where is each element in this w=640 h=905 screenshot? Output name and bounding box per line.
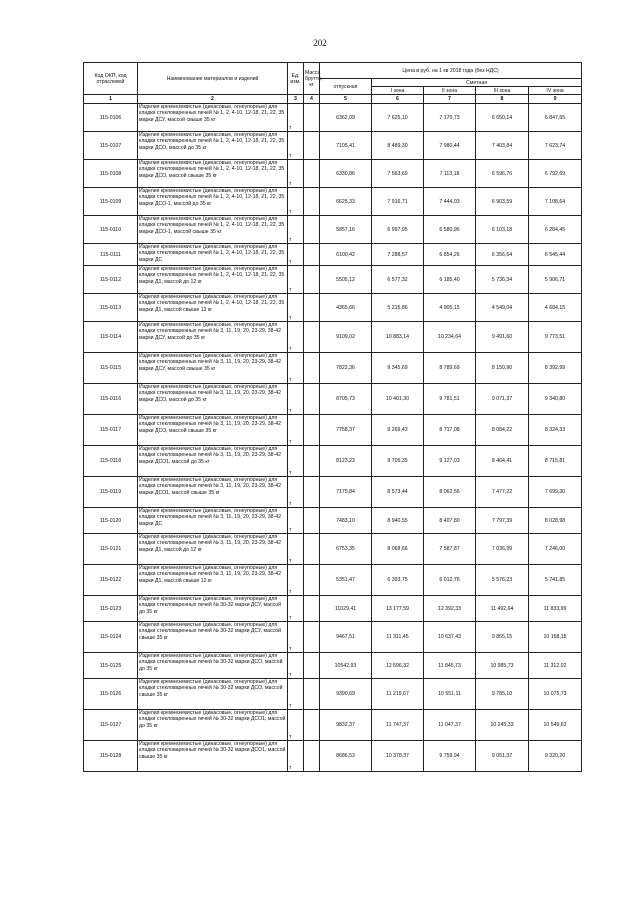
header-name: Наименование материалов и изделий (138, 63, 288, 95)
cell-zone-4: 9 320,20 (529, 741, 582, 772)
cell-mass (304, 446, 320, 477)
cell-code: 115-0113 (84, 294, 138, 322)
cell-name: Изделия кремнеземистые (динасовые, огнеупорные) для кладки стекловаренных печей № 3, 11, 19, 20, 23-29, 38-42 марки ДСО, массой до 35 кг (138, 384, 288, 415)
cell-name: Изделия кремнеземистые (динасовые, огнеупорные) для кладки стекловаренных печей № 1, 2, 4-10, 12-18, 21, 22, 35 марки ДС (138, 244, 288, 266)
cell-release-price: 8705,73 (320, 384, 372, 415)
cell-zone-1: 8 068,66 (372, 534, 424, 565)
cell-release-price: 6362,09 (320, 104, 372, 132)
table-body (84, 104, 582, 772)
cell-zone-4: 6 847,65 (529, 104, 582, 132)
cell-mass (304, 104, 320, 132)
table-row (84, 534, 582, 565)
cell-code: 115-0107 (84, 132, 138, 160)
table-row (84, 508, 582, 534)
cell-zone-2: 10 234,64 (424, 322, 476, 353)
cell-zone-4: 8 028,98 (529, 508, 582, 534)
cell-name: Изделия кремнеземистые (динасовые, огнеупорные) для кладки стекловаренных печей № 30-32 марки ДСО1, массой свыше 35 кг (138, 741, 288, 772)
cell-release-price: 5351,47 (320, 565, 372, 596)
cell-zone-4: 11 312,02 (529, 653, 582, 679)
cell-mass (304, 216, 320, 244)
cell-mass (304, 622, 320, 653)
cell-zone-2: 8 717,08 (424, 415, 476, 446)
cell-zone-2: 11 845,73 (424, 653, 476, 679)
cell-zone-3: 6 103,18 (476, 216, 529, 244)
price-table (83, 62, 582, 772)
cell-name: Изделия кремнеземистые (динасовые, огнеупорные) для кладки стекловаренных печей № 1, 2, 4-10, 12-18, 21, 22, 35 марки Д1, массой свыше 12 кг (138, 294, 288, 322)
cell-unit: т (288, 679, 304, 710)
cell-name: Изделия кремнеземистые (динасовые, огнеупорные) для кладки стекловаренных печей № 30-32 марки ДСУ, массой до 35 кг (138, 596, 288, 622)
cell-mass (304, 294, 320, 322)
cell-code: 115-0124 (84, 622, 138, 653)
cell-zone-1: 11 219,67 (372, 679, 424, 710)
column-number: 1 (84, 95, 138, 104)
cell-code: 115-0119 (84, 477, 138, 508)
cell-zone-1: 12 596,32 (372, 653, 424, 679)
cell-zone-4: 8 715,81 (529, 446, 582, 477)
cell-zone-2: 8 789,69 (424, 353, 476, 384)
cell-name: Изделия кремнеземистые (динасовые, огнеупорные) для кладки стекловаренных печей № 30-32 марки ДСО, массой свыше 35 кг (138, 679, 288, 710)
cell-name: Изделия кремнеземистые (динасовые, огнеупорные) для кладки стекловаренных печей № 3, 11, 19, 20, 23-29, 38-42 марки Д1, массой до 12 кг (138, 534, 288, 565)
cell-code: 115-0125 (84, 653, 138, 679)
cell-code: 115-0121 (84, 534, 138, 565)
cell-unit: т (288, 596, 304, 622)
cell-code: 115-0110 (84, 216, 138, 244)
cell-name: Изделия кремнеземистые (динасовые, огнеупорные) для кладки стекловаренных печей № 3, 11, 19, 20, 23-29, 38-42 марки ДСО, массой свыше 35 кг (138, 415, 288, 446)
cell-unit: т (288, 415, 304, 446)
cell-name: Изделия кремнеземистые (динасовые, огнеупорные) для кладки стекловаренных печей № 1, 2, 4-10, 12-18, 21, 22, 35 марки Д1, массой до 12 кг (138, 266, 288, 294)
table-row (84, 415, 582, 446)
header-zone-3: III зона (476, 87, 529, 95)
cell-name: Изделия кремнеземистые (динасовые, огнеупорные) для кладки стекловаренных печей № 1, 2, 4-10, 12-18, 21, 22, 35 марки ДСО, массой до 35 кг (138, 132, 288, 160)
cell-zone-3: 8 464,41 (476, 446, 529, 477)
cell-unit: т (288, 353, 304, 384)
cell-mass (304, 710, 320, 741)
cell-name: Изделия кремнеземистые (динасовые, огнеупорные) для кладки стекловаренных печей № 3, 11, 19, 20, 23-29, 38-42 марки ДСО1, массой до 35 кг (138, 446, 288, 477)
column-number: 8 (476, 95, 529, 104)
cell-zone-1: 10 401,30 (372, 384, 424, 415)
cell-mass (304, 353, 320, 384)
cell-unit: т (288, 653, 304, 679)
table-row (84, 565, 582, 596)
cell-zone-2: 7 113,18 (424, 160, 476, 188)
cell-code: 115-0122 (84, 565, 138, 596)
cell-zone-3: 7 797,39 (476, 508, 529, 534)
cell-zone-3: 9 491,60 (476, 322, 529, 353)
cell-unit: т (288, 132, 304, 160)
cell-unit: т (288, 216, 304, 244)
cell-zone-2: 9 759,94 (424, 741, 476, 772)
cell-code: 115-0128 (84, 741, 138, 772)
column-number: 5 (320, 95, 372, 104)
header-release: отпускная (320, 79, 372, 95)
cell-zone-3: 11 492,64 (476, 596, 529, 622)
cell-zone-3: 8 150,90 (476, 353, 529, 384)
cell-code: 115-0120 (84, 508, 138, 534)
cell-zone-1: 8 489,30 (372, 132, 424, 160)
cell-zone-2: 8 062,56 (424, 477, 476, 508)
cell-zone-4: 7 246,00 (529, 534, 582, 565)
cell-code: 115-0115 (84, 353, 138, 384)
cell-zone-1: 6 393,75 (372, 565, 424, 596)
table-row (84, 132, 582, 160)
cell-code: 115-0114 (84, 322, 138, 353)
cell-zone-3: 9 071,37 (476, 384, 529, 415)
cell-zone-4: 9 773,51 (529, 322, 582, 353)
table-row (84, 322, 582, 353)
cell-mass (304, 384, 320, 415)
cell-release-price: 9467,51 (320, 622, 372, 653)
cell-zone-2: 4 905,15 (424, 294, 476, 322)
cell-zone-1: 9 269,43 (372, 415, 424, 446)
cell-name: Изделия кремнеземистые (динасовые, огнеупорные) для кладки стекловаренных печей № 1, 2, 4-10, 12-18, 21, 22, 35 марки ДСО-1, массой свыше 35 кг (138, 216, 288, 244)
cell-zone-1: 6 997,95 (372, 216, 424, 244)
cell-zone-4: 5 741,85 (529, 565, 582, 596)
cell-mass (304, 266, 320, 294)
cell-release-price: 9832,37 (320, 710, 372, 741)
table-row (84, 294, 582, 322)
cell-zone-1: 9 345,69 (372, 353, 424, 384)
cell-release-price: 4365,66 (320, 294, 372, 322)
column-number: 3 (288, 95, 304, 104)
cell-code: 115-0116 (84, 384, 138, 415)
cell-zone-1: 7 563,69 (372, 160, 424, 188)
cell-mass (304, 565, 320, 596)
header-zone-2: II зона (424, 87, 476, 95)
cell-zone-3: 9 051,37 (476, 741, 529, 772)
table-row (84, 244, 582, 266)
cell-release-price: 9109,02 (320, 322, 372, 353)
column-number: 6 (372, 95, 424, 104)
cell-mass (304, 160, 320, 188)
cell-name: Изделия кремнеземистые (динасовые, огнеупорные) для кладки стекловаренных печей № 30-32 марки ДСО1, массой до 35 кг (138, 710, 288, 741)
cell-zone-4: 9 340,80 (529, 384, 582, 415)
cell-release-price: 11029,41 (320, 596, 372, 622)
cell-release-price: 10542,93 (320, 653, 372, 679)
table-row (84, 104, 582, 132)
cell-name: Изделия кремнеземистые (динасовые, огнеупорные) для кладки стекловаренных печей № 1, 2, 4-10, 12-18, 21, 22, 35 марки ДСО-1, массой до 35 кг (138, 188, 288, 216)
cell-mass (304, 244, 320, 266)
cell-mass (304, 596, 320, 622)
cell-zone-1: 7 625,10 (372, 104, 424, 132)
cell-code: 115-0117 (84, 415, 138, 446)
header-mass: Масса брутто, кг (304, 63, 320, 95)
cell-zone-2: 9 781,51 (424, 384, 476, 415)
cell-mass (304, 415, 320, 446)
cell-zone-2: 12 392,33 (424, 596, 476, 622)
column-number: 2 (138, 95, 288, 104)
cell-name: Изделия кремнеземистые (динасовые, огнеупорные) для кладки стекловаренных печей № 30-32 марки ДСУ, массой свыше 35 кг (138, 622, 288, 653)
cell-zone-2: 7 170,73 (424, 104, 476, 132)
cell-zone-1: 10 378,37 (372, 741, 424, 772)
cell-zone-3: 5 736,34 (476, 266, 529, 294)
cell-zone-3: 9 865,15 (476, 622, 529, 653)
cell-unit: т (288, 322, 304, 353)
cell-zone-4: 10 549,63 (529, 710, 582, 741)
cell-zone-1: 9 705,35 (372, 446, 424, 477)
cell-zone-1: 8 940,55 (372, 508, 424, 534)
cell-zone-3: 5 576,23 (476, 565, 529, 596)
cell-zone-4: 11 833,99 (529, 596, 582, 622)
cell-zone-4: 7 699,30 (529, 477, 582, 508)
cell-release-price: 5857,16 (320, 216, 372, 244)
cell-release-price: 8123,23 (320, 446, 372, 477)
cell-mass (304, 741, 320, 772)
cell-release-price: 6753,35 (320, 534, 372, 565)
cell-zone-3: 9 785,10 (476, 679, 529, 710)
cell-zone-2: 10 637,43 (424, 622, 476, 653)
cell-release-price: 6100,42 (320, 244, 372, 266)
cell-mass (304, 534, 320, 565)
column-number: 7 (424, 95, 476, 104)
header-unit: Ед. изм. (288, 63, 304, 95)
cell-code: 115-0111 (84, 244, 138, 266)
cell-zone-3: 6 903,59 (476, 188, 529, 216)
cell-release-price: 7758,37 (320, 415, 372, 446)
cell-zone-2: 6 185,40 (424, 266, 476, 294)
cell-mass (304, 322, 320, 353)
cell-release-price: 6625,33 (320, 188, 372, 216)
cell-mass (304, 188, 320, 216)
table-row (84, 741, 582, 772)
cell-release-price: 7822,36 (320, 353, 372, 384)
cell-zone-4: 7 108,64 (529, 188, 582, 216)
cell-mass (304, 508, 320, 534)
cell-unit: т (288, 446, 304, 477)
cell-name: Изделия кремнеземистые (динасовые, огнеупорные) для кладки стекловаренных печей № 3, 11, 19, 20, 23-29, 38-42 марки ДСУ, массой свыше 35 кг (138, 353, 288, 384)
cell-unit: т (288, 384, 304, 415)
cell-zone-1: 7 288,57 (372, 244, 424, 266)
cell-unit: т (288, 477, 304, 508)
cell-zone-1: 11 747,37 (372, 710, 424, 741)
header-price: Цена в руб. на 1 кв 2018 года (без НДС) (320, 63, 582, 79)
cell-zone-3: 7 477,22 (476, 477, 529, 508)
cell-zone-3: 7 036,99 (476, 534, 529, 565)
cell-zone-2: 7 587,87 (424, 534, 476, 565)
table-row (84, 216, 582, 244)
cell-release-price: 5505,12 (320, 266, 372, 294)
table-row (84, 622, 582, 653)
cell-zone-4: 8 324,33 (529, 415, 582, 446)
cell-code: 115-0118 (84, 446, 138, 477)
cell-zone-2: 10 551,11 (424, 679, 476, 710)
cell-zone-2: 6 580,96 (424, 216, 476, 244)
cell-zone-2: 6 854,26 (424, 244, 476, 266)
cell-code: 115-0109 (84, 188, 138, 216)
cell-name: Изделия кремнеземистые (динасовые, огнеупорные) для кладки стекловаренных печей № 3, 11, 19, 20, 23-29, 38-42 марки ДС (138, 508, 288, 534)
cell-zone-4: 6 792,69 (529, 160, 582, 188)
cell-release-price: 7105,41 (320, 132, 372, 160)
cell-unit: т (288, 266, 304, 294)
cell-zone-4: 6 545,44 (529, 244, 582, 266)
column-number: 9 (529, 95, 582, 104)
table-row (84, 446, 582, 477)
cell-zone-4: 8 392,99 (529, 353, 582, 384)
cell-name: Изделия кремнеземистые (динасовые, огнеупорные) для кладки стекловаренных печей № 3, 11, 19, 20, 23-29, 38-42 марки ДСУ, массой до 35 кг (138, 322, 288, 353)
cell-unit: т (288, 565, 304, 596)
cell-zone-2: 7 980,44 (424, 132, 476, 160)
cell-zone-1: 13 177,59 (372, 596, 424, 622)
cell-mass (304, 132, 320, 160)
cell-zone-1: 10 883,14 (372, 322, 424, 353)
cell-code: 115-0106 (84, 104, 138, 132)
cell-zone-4: 5 906,71 (529, 266, 582, 294)
cell-name: Изделия кремнеземистые (динасовые, огнеупорные) для кладки стекловаренных печей № 1, 2, 4-10, 12-18, 21, 22, 35 марки ДСО, массой свыше 35 кг (138, 160, 288, 188)
cell-unit: т (288, 534, 304, 565)
table-row (84, 710, 582, 741)
cell-zone-2: 9 127,03 (424, 446, 476, 477)
cell-unit: т (288, 710, 304, 741)
cell-code: 115-0112 (84, 266, 138, 294)
cell-release-price: 7175,84 (320, 477, 372, 508)
header-zone-1: I зона (372, 87, 424, 95)
cell-zone-4: 4 684,15 (529, 294, 582, 322)
header-code: Код ОКП, код отраслевой (84, 63, 138, 95)
cell-code: 115-0123 (84, 596, 138, 622)
cell-release-price: 6330,86 (320, 160, 372, 188)
table-row (84, 384, 582, 415)
cell-name: Изделия кремнеземистые (динасовые, огнеупорные) для кладки стекловаренных печей № 1, 2, 4-10, 12-18, 21, 22, 35 марки ДСУ, массой свыше 35 кг (138, 104, 288, 132)
cell-release-price: 9390,69 (320, 679, 372, 710)
table-row (84, 679, 582, 710)
table-row (84, 477, 582, 508)
cell-zone-1: 6 577,32 (372, 266, 424, 294)
cell-mass (304, 679, 320, 710)
page-number: 202 (313, 38, 327, 48)
cell-zone-3: 6 650,14 (476, 104, 529, 132)
cell-zone-4: 10 075,73 (529, 679, 582, 710)
cell-unit: т (288, 244, 304, 266)
cell-zone-1: 7 916,71 (372, 188, 424, 216)
column-number: 4 (304, 95, 320, 104)
cell-zone-2: 11 047,37 (424, 710, 476, 741)
cell-zone-2: 8 407,80 (424, 508, 476, 534)
cell-mass (304, 477, 320, 508)
cell-zone-1: 11 311,45 (372, 622, 424, 653)
cell-zone-3: 6 596,76 (476, 160, 529, 188)
table-row (84, 353, 582, 384)
cell-zone-4: 6 284,45 (529, 216, 582, 244)
cell-zone-3: 6 356,64 (476, 244, 529, 266)
table-row (84, 188, 582, 216)
cell-zone-4: 10 158,15 (529, 622, 582, 653)
cell-unit: т (288, 741, 304, 772)
cell-unit: т (288, 104, 304, 132)
cell-unit: т (288, 508, 304, 534)
cell-name: Изделия кремнеземистые (динасовые, огнеупорные) для кладки стекловаренных печей № 3, 11, 19, 20, 23-29, 38-42 марки Д1, массой свыше 12 кг (138, 565, 288, 596)
cell-mass (304, 653, 320, 679)
cell-code: 115-0127 (84, 710, 138, 741)
cell-zone-4: 7 623,74 (529, 132, 582, 160)
cell-name: Изделия кремнеземистые (динасовые, огнеупорные) для кладки стекловаренных печей № 30-32 марки ДСО, массой до 35 кг (138, 653, 288, 679)
cell-zone-3: 10 245,33 (476, 710, 529, 741)
column-numbers-row (84, 95, 582, 104)
table-row (84, 653, 582, 679)
cell-zone-1: 8 573,44 (372, 477, 424, 508)
header-estimate: Сметная (372, 79, 582, 87)
cell-name: Изделия кремнеземистые (динасовые, огнеупорные) для кладки стекловаренных печей № 3, 11, 19, 20, 23-29, 38-42 марки ДСО1, массой свыше 35 кг (138, 477, 288, 508)
header-zone-4: IV зона (529, 87, 582, 95)
table-row (84, 596, 582, 622)
table-row (84, 160, 582, 188)
cell-zone-3: 10 985,73 (476, 653, 529, 679)
table-row (84, 266, 582, 294)
cell-unit: т (288, 188, 304, 216)
cell-zone-3: 8 084,22 (476, 415, 529, 446)
cell-unit: т (288, 294, 304, 322)
cell-zone-1: 5 215,86 (372, 294, 424, 322)
cell-zone-2: 7 444,03 (424, 188, 476, 216)
cell-release-price: 7483,10 (320, 508, 372, 534)
cell-unit: т (288, 622, 304, 653)
cell-unit: т (288, 160, 304, 188)
table-header (84, 63, 582, 104)
cell-zone-3: 7 403,84 (476, 132, 529, 160)
cell-code: 115-0108 (84, 160, 138, 188)
cell-zone-3: 4 549,04 (476, 294, 529, 322)
cell-release-price: 8686,53 (320, 741, 372, 772)
cell-code: 115-0126 (84, 679, 138, 710)
cell-zone-2: 6 012,76 (424, 565, 476, 596)
